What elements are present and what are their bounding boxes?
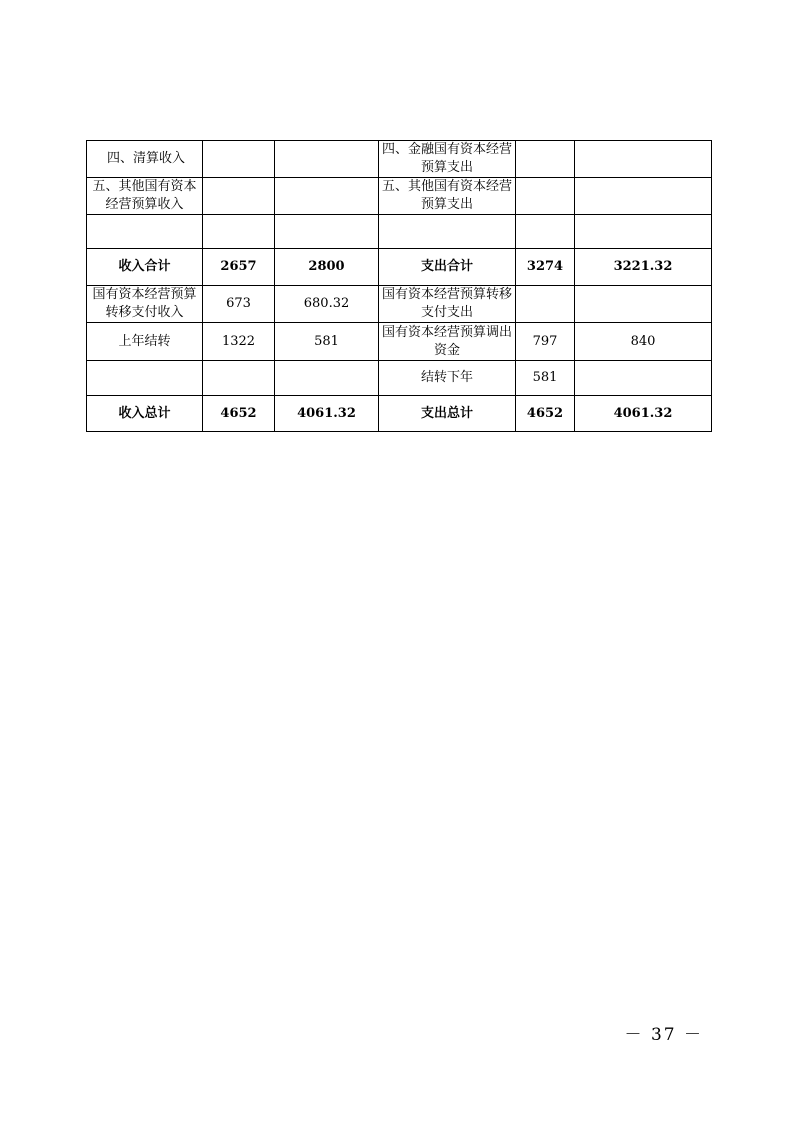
expense-item-cell [379,215,516,249]
expense-budget-cell [516,178,575,215]
expense-item-cell: 支出合计 [379,249,516,286]
expense-item-cell: 五、其他国有资本经营预算支出 [379,178,516,215]
expense-budget-cell [516,141,575,178]
expense-item-cell: 支出总计 [379,396,516,432]
income-item-cell [87,215,203,249]
page-number: － 37 － [624,1025,703,1045]
expense-actual-cell [575,178,712,215]
income-actual-cell: 2800 [275,249,379,286]
income-actual-cell [275,178,379,215]
income-item-cell: 五、其他国有资本经营预算收入 [87,178,203,215]
income-subtotal-row [87,249,712,286]
table-row [87,323,712,361]
table-row [87,286,712,323]
expense-actual-cell [575,141,712,178]
grand-total-row [87,396,712,432]
income-budget-cell: 673 [203,286,275,323]
expense-actual-cell: 3221.32 [575,249,712,286]
income-item-cell: 四、清算收入 [87,141,203,178]
expense-budget-cell: 581 [516,361,575,396]
expense-budget-cell: 797 [516,323,575,361]
income-budget-cell: 2657 [203,249,275,286]
expense-budget-cell [516,215,575,249]
expense-actual-cell [575,361,712,396]
income-actual-cell: 680.32 [275,286,379,323]
expense-item-cell: 国有资本经营预算调出资金 [379,323,516,361]
expense-item-cell: 结转下年 [379,361,516,396]
income-budget-cell [203,361,275,396]
table-row [87,215,712,249]
expense-actual-cell: 4061.32 [575,396,712,432]
expense-actual-cell [575,286,712,323]
expense-budget-cell: 3274 [516,249,575,286]
expense-item-cell: 国有资本经营预算转移支付支出 [379,286,516,323]
income-actual-cell [275,141,379,178]
income-item-cell [87,361,203,396]
expense-item-cell: 四、金融国有资本经营预算支出 [379,141,516,178]
income-budget-cell: 1322 [203,323,275,361]
income-actual-cell: 4061.32 [275,396,379,432]
expense-budget-cell [516,286,575,323]
budget-table [86,140,712,432]
income-item-cell: 上年结转 [87,323,203,361]
income-budget-cell: 4652 [203,396,275,432]
income-item-cell: 收入合计 [87,249,203,286]
expense-actual-cell [575,215,712,249]
table-row [87,178,712,215]
expense-budget-cell: 4652 [516,396,575,432]
expense-actual-cell: 840 [575,323,712,361]
income-budget-cell [203,215,275,249]
table-row [87,141,712,178]
income-item-cell: 收入总计 [87,396,203,432]
income-actual-cell: 581 [275,323,379,361]
table-row [87,361,712,396]
income-budget-cell [203,178,275,215]
income-actual-cell [275,361,379,396]
income-item-cell: 国有资本经营预算转移支付收入 [87,286,203,323]
income-actual-cell [275,215,379,249]
income-budget-cell [203,141,275,178]
